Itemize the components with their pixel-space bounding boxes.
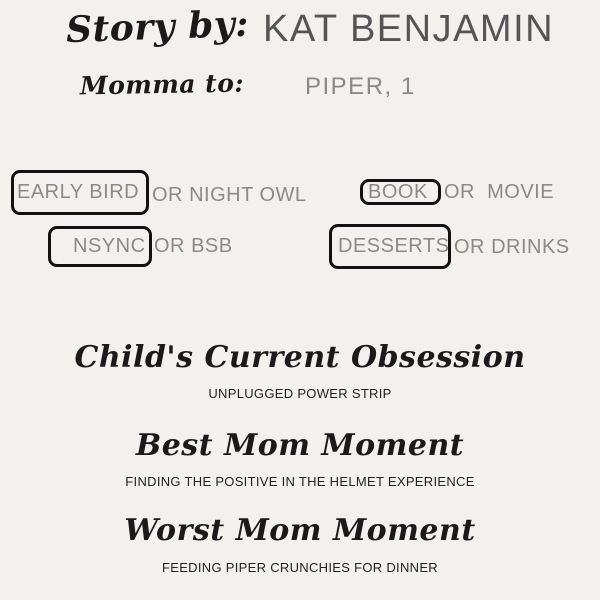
choice-book-circled: BOOK — [360, 179, 441, 205]
child-name: PIPER, 1 — [305, 73, 416, 100]
choice-nsync-circled: NSYNC — [48, 226, 152, 267]
choice-option-b: MOVIE — [487, 181, 555, 203]
choice-option-b: BSB — [191, 235, 233, 257]
choice-drinks — [454, 234, 570, 260]
choice-night-owl — [152, 182, 307, 208]
section-title-worst-moment: Worst Mom Moment — [124, 513, 476, 548]
section-title-obsession: Child's Current Obsession — [74, 340, 526, 375]
choice-bsb — [154, 233, 233, 259]
choice-option-b: DRINKS — [491, 236, 570, 258]
author-name: KAT BENJAMIN — [263, 8, 555, 50]
choice-desserts-circled: DESSERTS — [329, 224, 451, 269]
choice-joiner: OR — [454, 236, 485, 258]
choice-movie — [444, 179, 554, 205]
choice-early-bird-circled: EARLY BIRD — [11, 170, 149, 215]
story-by-label: Story by: — [65, 2, 250, 52]
section-value-obsession: UNPLUGGED POWER STRIP — [208, 386, 392, 401]
section-value-best-moment: FINDING THE POSITIVE IN THE HELMET EXPERIENCE — [125, 474, 475, 489]
choice-joiner: OR — [152, 184, 183, 206]
choice-joiner: OR — [154, 235, 185, 257]
section-value-worst-moment: FEEDING PIPER CRUNCHIES FOR DINNER — [161, 560, 438, 575]
choice-joiner: OR — [444, 181, 475, 203]
choice-option-b: NIGHT OWL — [189, 184, 307, 206]
section-title-best-moment: Best Mom Moment — [135, 428, 465, 463]
momma-to-label: Momma to: — [79, 68, 245, 101]
